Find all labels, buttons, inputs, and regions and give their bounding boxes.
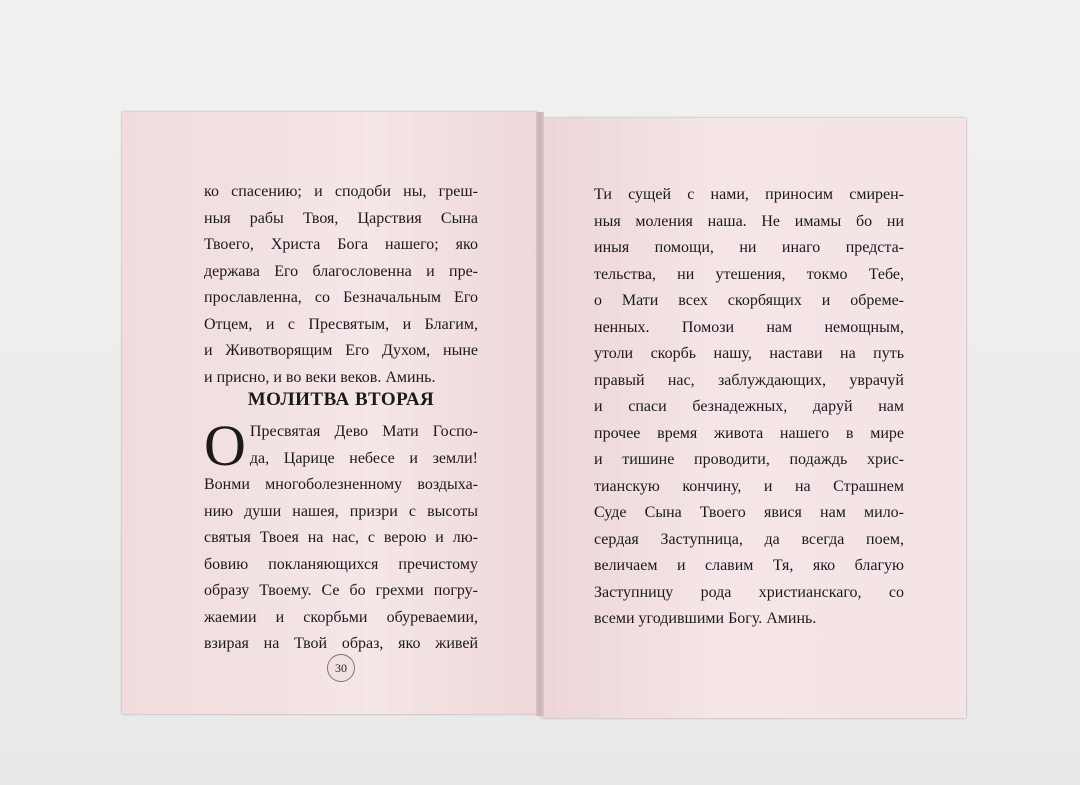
text-line: ныя моления наша. Не имамы бо ни <box>594 212 904 230</box>
book-spine <box>536 112 544 716</box>
text-line: и тишине проводити, подаждь хрис- <box>594 451 904 468</box>
text-line: тианскую кончину, и на Страшнем <box>594 477 904 495</box>
page-number: 30 <box>327 654 355 682</box>
text-line: Заступницу рода христианскаго, со <box>594 583 904 601</box>
text-line: да, Царице небесе и земли! <box>249 449 478 467</box>
text-line: святыя Твоея на нас, с верою и лю- <box>204 529 478 546</box>
left-continuation-text <box>204 179 478 391</box>
text-line: утоли скорбь нашу, настави на путь <box>594 345 904 362</box>
text-line: Твоего, Христа Бога нашего; яко <box>204 236 478 253</box>
text-line: Отцем, и с Пресвятым, и Благим, <box>204 315 478 333</box>
text-line: правый нас, заблуждающих, уврачуй <box>594 371 904 389</box>
text-line: Вонми многоболезненному воздыха- <box>204 476 478 493</box>
text-line: и Животворящим Его Духом, ныне <box>204 342 478 359</box>
text-line: ненных. Помози нам немощным, <box>594 318 904 336</box>
text-line: и спаси безнадежных, даруй нам <box>594 398 904 415</box>
text-line: взирая на Твой образ, яко живей <box>204 635 478 652</box>
text-line: жаемии и скорбьми обуреваемии, <box>204 608 478 626</box>
text-line: нию души нашея, призри с высоты <box>204 502 478 520</box>
right-page-text <box>594 182 904 633</box>
text-line: и присно, и во веки веков. Аминь. <box>204 368 436 386</box>
text-line: всеми угодившими Богу. Аминь. <box>594 610 817 627</box>
text-line: образу Твоему. Се бо грехми погру- <box>204 582 478 599</box>
text-line: тельства, ни утешения, токмо Тебе, <box>594 265 904 283</box>
text-line: Суде Сына Твоего явися нам мило- <box>594 504 904 521</box>
text-line: прочее время живота нашего в мире <box>594 424 904 442</box>
drop-cap: О <box>204 413 246 478</box>
text-line: Пресвятая Дево Мати Госпо- <box>249 423 478 440</box>
text-line: бовию покланяющихся пречистому <box>204 555 478 573</box>
text-line: держава Его благословенна и пре- <box>204 262 478 280</box>
text-line: величаем и славим Тя, яко благую <box>594 557 904 574</box>
text-line: Ти сущей с нами, приносим смирен- <box>594 186 904 203</box>
text-line: иныя помощи, ни инаго предста- <box>594 239 904 256</box>
text-line: прославленна, со Безначальным Его <box>204 289 478 306</box>
text-line: ныя рабы Твоя, Царствия Сына <box>204 209 478 227</box>
prayer-title: МОЛИТВА ВТОРАЯ <box>247 389 435 410</box>
second-prayer-text <box>204 413 478 658</box>
text-line: ко спасению; и сподоби ны, греш- <box>204 183 478 200</box>
text-line: сердая Заступница, да всегда поем, <box>594 530 904 548</box>
text-line: о Мати всех скорбящих и обреме- <box>594 292 904 309</box>
